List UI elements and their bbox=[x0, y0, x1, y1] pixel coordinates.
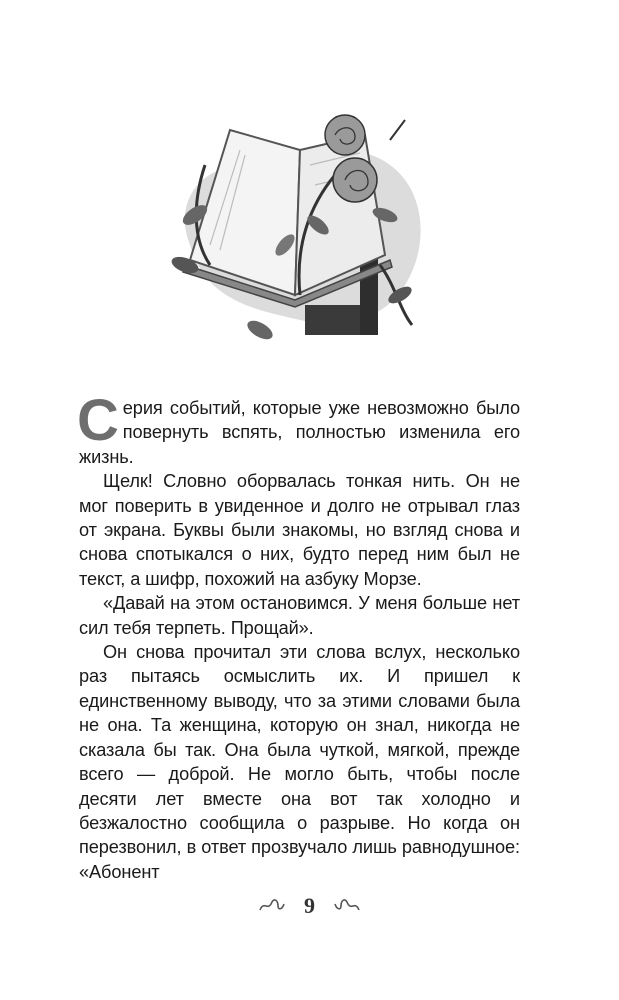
page-number: 9 bbox=[304, 893, 315, 918]
paragraph-4: Он снова прочитал эти слова вслух, несколько раз пытаясь осмыслить их. И пришел к единственному выводу, что за этими словами была не она. Та женщина, которую он знал, никогда не сказала бы так. Она была чуткой, мягкой, прежде всего — доброй. Не могло быть, чтобы после десяти лет вместе она вот так холодно и безжалостно сообщила о разрыве. Но когда он перезвонил, в ответ прозвучало лишь равнодушное: «Абонент bbox=[79, 642, 520, 882]
open-book-with-roses-icon bbox=[150, 95, 450, 355]
paragraph-3: «Давай на этом остановимся. У меня больше нет сил тебя терпеть. Прощай». bbox=[79, 593, 520, 638]
paragraph-2: Щелк! Словно оборвалась тонкая нить. Он не мог поверить в увиденное и долго не отрывал глаз от экрана. Буквы были знакомы, но взгляд снова и снова спотыкался о них, будто перед ним был не текст, а шифр, похожий на азбуку Морзе. bbox=[79, 471, 520, 589]
paragraph-1-text: ерия событий, которые уже невозможно было повернуть вспять, полностью изменила его жизнь. bbox=[79, 398, 520, 467]
ornament-right-icon bbox=[333, 896, 361, 916]
page-footer bbox=[0, 893, 619, 919]
ornament-left-icon bbox=[258, 896, 286, 916]
drop-cap: С bbox=[77, 388, 119, 453]
paragraph-1 bbox=[77, 388, 520, 469]
body-text bbox=[77, 388, 520, 884]
